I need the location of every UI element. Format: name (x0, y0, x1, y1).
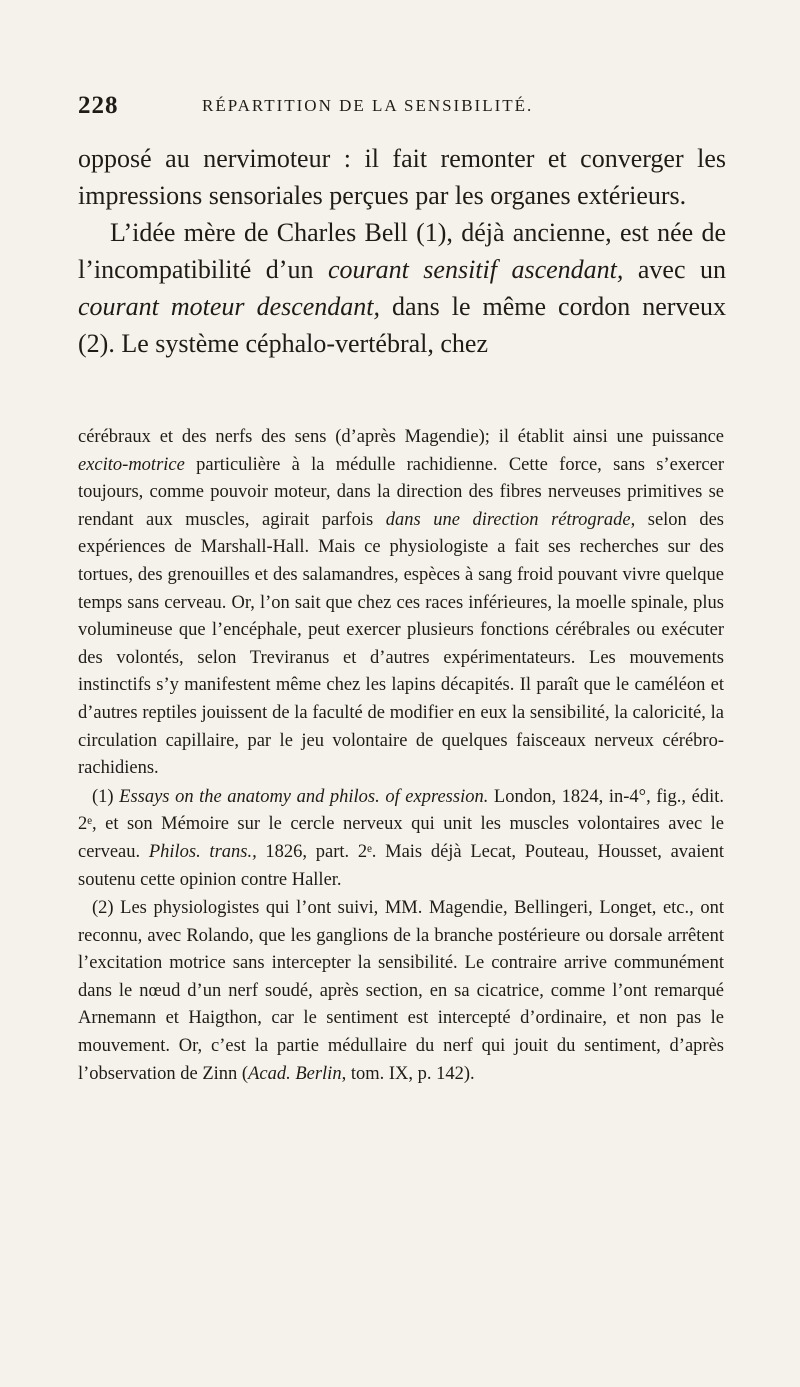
paragraph-bell (78, 214, 726, 362)
italic-run: Essays on the anatomy and philos. of expression. (119, 786, 489, 807)
footnote-block (78, 424, 724, 1088)
text-run: particulière à la médulle rachidienne. Cette force, sans s’exercer toujours, comme pouvoir moteur, dans la direction des fibres nerveuses primitives se rendant aux muscles, agirait parfois (78, 454, 724, 530)
italic-run: excito-motrice (78, 454, 185, 475)
text-run: L’idée mère de Charles Bell (1), déjà ancienne, est née de l’incompatibilité d’un (78, 218, 726, 284)
running-title: RÉPARTITION DE LA SENSIBILITÉ. (202, 96, 534, 115)
text-run: , tom. IX, p. 142). (341, 1063, 475, 1084)
text-run: (2) Les physiologistes qui l’ont suivi, MM. Magendie, Bellingeri, Longet, etc., ont reconnu, avec Rolando, que les ganglions de la branche postérieure ou dorsale arrêtent l’excitation motrice sans intercepter la sensibilité. Le contraire arrive communément dans le nœud d’un nerf soudé, après section, en sa cicatrice, comme l’ont remarqué Arnemann et Haigthon, car le sentiment est intercepté d’ordinaire, et non pas le mouvement. Or, c’est la partie médullaire du nerf qui jouit du sentiment, d’après l’observation de Zinn ( (78, 898, 724, 1084)
text-run: cérébraux et des nerfs des sens (d’après Magendie); il établit ainsi une puissance (78, 427, 724, 447)
footnote-2 (78, 895, 724, 1088)
footnote-continuation (78, 424, 724, 783)
text-run: avec un (623, 255, 727, 284)
page-header (78, 92, 718, 122)
italic-run: courant moteur descendant, (78, 292, 381, 321)
text-run: London, 1824, in-4°, fig., édit. 2ᵉ, et son Mémoire sur le cercle nerveux qui unit les muscles volontaires avec le cerveau. (78, 786, 724, 862)
text-run: (1) (92, 786, 120, 807)
italic-run: Philos. trans., (148, 841, 257, 862)
text-run: 1826, part. 2ᵉ. Mais déjà Lecat, Pouteau, Housset, avaient soutenu cette opinion contre Haller. (78, 841, 724, 890)
main-text (78, 140, 726, 362)
page-number: 228 (78, 92, 119, 119)
italic-run: Acad. Berlin (248, 1063, 342, 1084)
italic-run: courant sensitif ascendant, (327, 255, 624, 284)
paragraph-continuation: opposé au nervimoteur : il fait remonter et converger les impressions sensoriales perçues par les organes extérieurs. (78, 144, 726, 210)
footnote-1 (78, 784, 724, 894)
text-run: dans le même cordon nerveux (2). Le système céphalo-vertébral, chez (78, 292, 726, 358)
text-run: , selon des expériences de Marshall-Hall. Mais ce physiologiste a fait ses recherches sur des tortues, des grenouilles et des salamandres, espèces à sang froid pouvant vivre quelque temps sans cerveau. Or, l’on sait que chez ces races inférieures, la moelle spinale, plus volumineuse que l’encéphale, peut exercer plusieurs fonctions cérébrales ou exécuter des volontés, selon Treviranus et d’autres expérimentateurs. Les mouvements instinctifs s’y manifestent même chez les lapins décapités. Il paraît que le caméléon et d’autres reptiles jouissent de la faculté de modifier en eux la sensibilité, la caloricité, la circulation capillaire, par le jeu volontaire de quelques faisceaux nerveux cérébro-rachidiens. (78, 509, 724, 779)
italic-run: dans une direction rétrograde (385, 509, 631, 530)
